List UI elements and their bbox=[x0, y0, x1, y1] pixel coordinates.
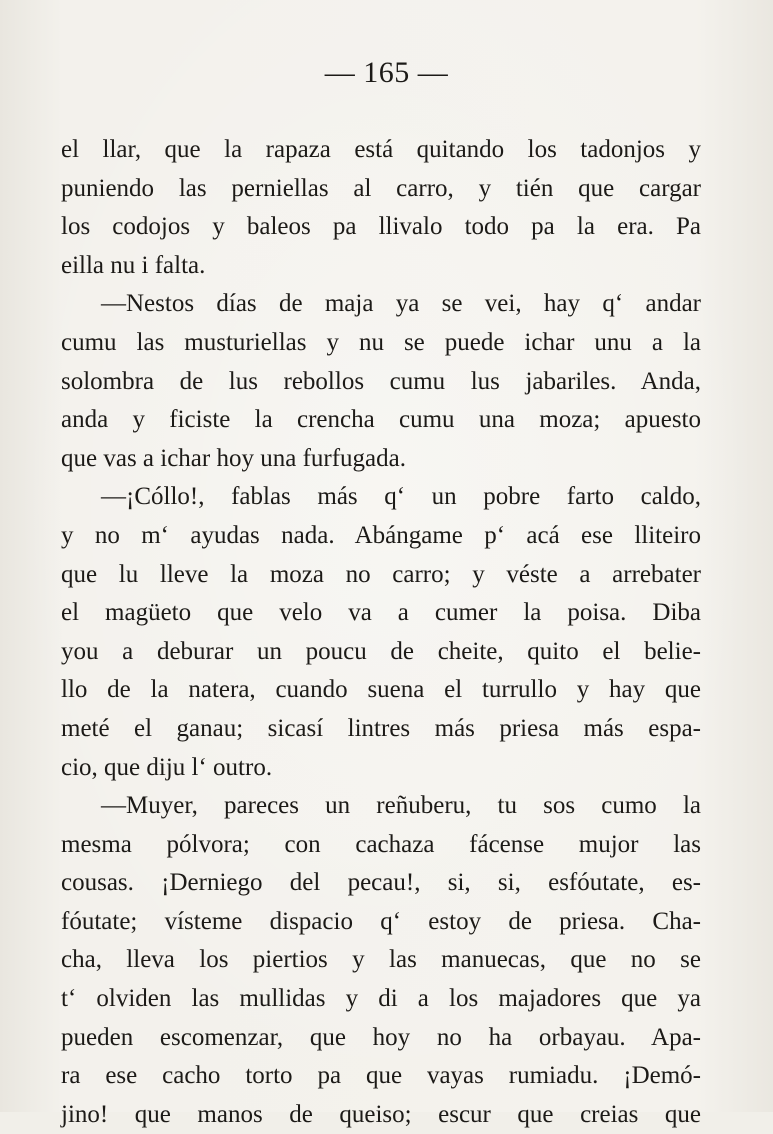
text-line: y no m‘ ayudas nada. Abángame p‘ acá ese lliteiro bbox=[61, 521, 701, 549]
text-line: eilla nu i falta. bbox=[61, 251, 206, 279]
text-line: cio, que diju l‘ outro. bbox=[61, 753, 273, 781]
text-line: anda y ficiste la crencha cumu una moza; apuesto bbox=[61, 406, 701, 434]
text-line: puniendo las perniellas al carro, y tién que cargar bbox=[61, 174, 701, 202]
text-line: cumu las musturiellas y nu se puede ichar unu a la bbox=[61, 328, 701, 356]
body-text bbox=[61, 131, 701, 1134]
text-line: que vas a ichar hoy una furfugada. bbox=[61, 444, 406, 472]
text-line: cha, lleva los piertios y las manuecas, que no se bbox=[61, 946, 701, 974]
text-line: cousas. ¡Derniego del pecau!, si, si, esfóutate, es- bbox=[61, 869, 701, 897]
text-line: —Muyer, pareces un reñuberu, tu sos cumo la bbox=[101, 792, 701, 820]
text-line: jino! que manos de queiso; escur que creias que bbox=[61, 1100, 701, 1128]
text-line: los codojos y baleos pa llivalo todo pa la era. Pa bbox=[61, 213, 701, 241]
text-line: t‘ olviden las mullidas y di a los majadores que ya bbox=[61, 985, 701, 1013]
text-line: pueden escomenzar, que hoy no ha orbayau. Apa- bbox=[61, 1023, 701, 1051]
page-number: — 165 — bbox=[324, 56, 449, 89]
text-line: mesma pólvora; con cachaza fácense mujor las bbox=[61, 830, 701, 858]
text-line: el llar, que la rapaza está quitando los tadonjos y bbox=[61, 136, 701, 163]
text-line: you a deburar un poucu de cheite, quito el belie- bbox=[61, 637, 701, 665]
text-line: —¡Cóllo!, fablas más q‘ un pobre farto caldo, bbox=[101, 483, 701, 511]
text-line: llo de la natera, cuando suena el turrullo y hay que bbox=[61, 676, 701, 704]
text-line: meté el ganau; sicasí lintres más priesa más espa- bbox=[61, 714, 701, 742]
text-line: que lu lleve la moza no carro; y véste a arrebater bbox=[61, 560, 701, 588]
text-line: solombra de lus rebollos cumu lus jabariles. Anda, bbox=[61, 367, 701, 395]
text-line: ra ese cacho torto pa que vayas rumiadu. ¡Demó- bbox=[61, 1062, 701, 1090]
text-line: fóutate; vísteme dispacio q‘ estoy de priesa. Cha- bbox=[61, 907, 701, 935]
text-line: —Nestos días de maja ya se vei, hay q‘ andar bbox=[101, 290, 701, 318]
text-line: el magüeto que velo va a cumer la poisa. Diba bbox=[61, 599, 701, 627]
